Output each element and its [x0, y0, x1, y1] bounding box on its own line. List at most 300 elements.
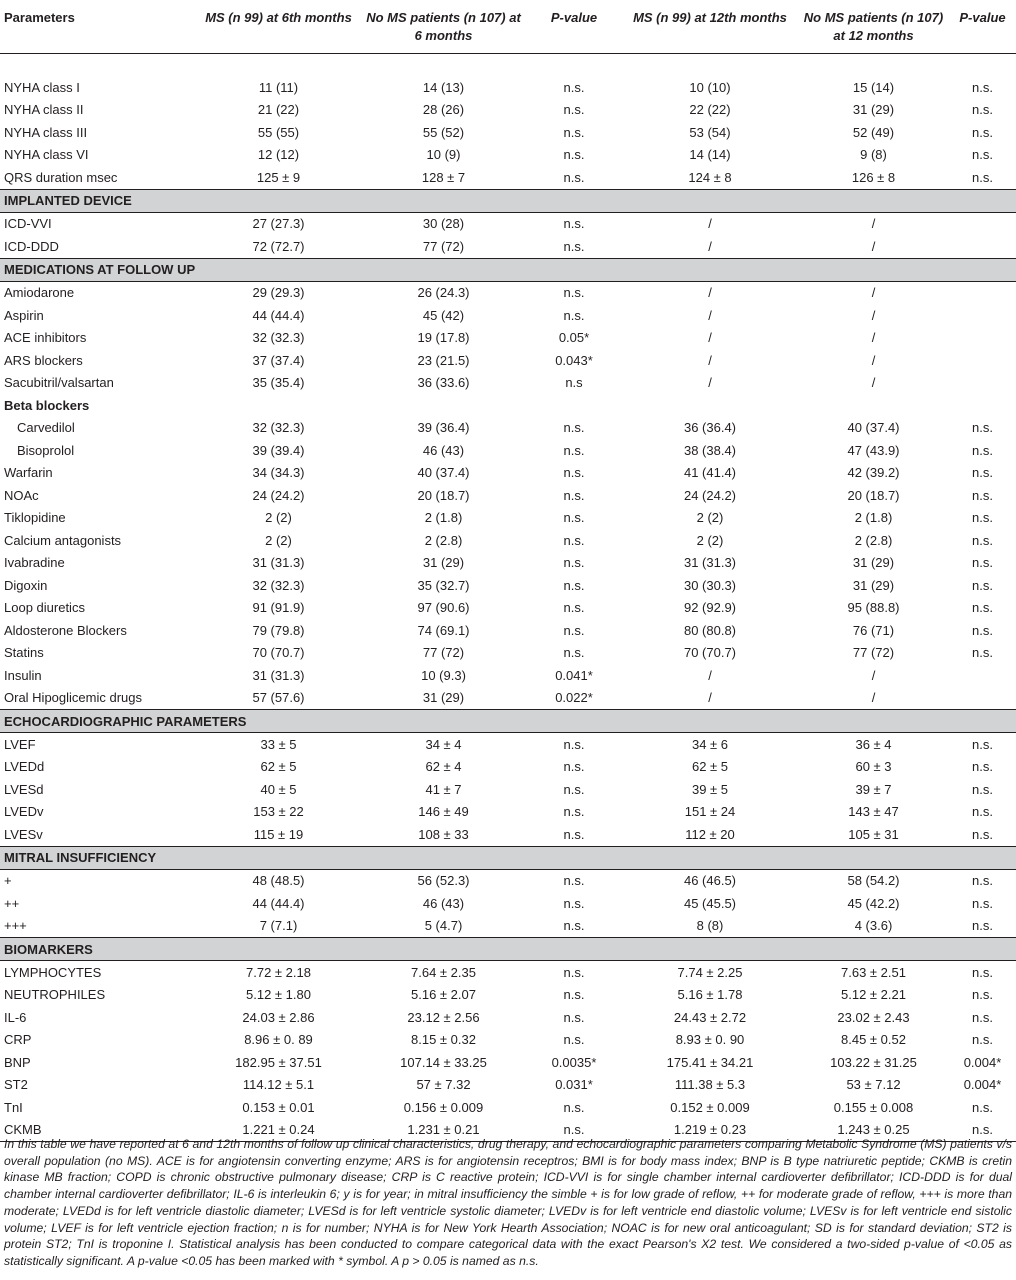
table-row [0, 439, 1016, 462]
table-row [0, 166, 1016, 189]
table-cell: 108 ± 33 [418, 826, 469, 842]
table-cell: 1.219 ± 0.23 [622, 1119, 798, 1142]
table-cell: / [708, 238, 712, 254]
row-label: Loop diuretics [4, 600, 85, 616]
row-label: Ivabradine [4, 555, 65, 571]
table-row [0, 372, 1016, 395]
table-cell: / [708, 307, 712, 323]
row-label: Insulin [4, 667, 42, 683]
table-cell: 39 (36.4) [417, 420, 470, 436]
table-cell: 31 (29) [852, 102, 895, 118]
table-row [0, 1096, 1016, 1119]
table-cell: 146 ± 49 [418, 804, 469, 820]
row-label: NYHA class I [4, 79, 80, 95]
table-row [0, 915, 1016, 938]
row-label: NEUTROPHILES [4, 987, 106, 1003]
table-cell: 5.16 ± 2.07 [411, 987, 476, 1003]
table-cell: 32 (32.3) [252, 577, 305, 593]
table-cell: 7.72 ± 2.18 [246, 964, 311, 980]
table-cell [949, 664, 1016, 687]
table-cell: 2 (1.8) [424, 510, 463, 526]
table-cell: n.s. [563, 532, 585, 548]
column-header: MS (n 99) at 12th months [622, 2, 798, 54]
table-cell: / [871, 667, 876, 683]
table-cell: 0.004* [963, 1077, 1002, 1093]
table-cell: 39 ± 7 [855, 781, 892, 797]
table-cell: 45 (42.2) [847, 895, 900, 911]
section-title: MITRAL INSUFFICIENCY [0, 846, 1016, 869]
table-cell: n.s. [972, 442, 993, 458]
table-cell: n.s. [972, 826, 993, 842]
table-cell: 34 (34.3) [252, 465, 305, 481]
table-cell: 126 ± 8 [851, 169, 896, 185]
table-cell: 2 (2) [696, 510, 724, 526]
table-cell: n.s. [972, 964, 993, 980]
table-cell: n.s. [563, 1032, 585, 1048]
table-row [0, 1006, 1016, 1029]
table-cell: 62 ± 5 [691, 759, 729, 775]
table-row [0, 778, 1016, 801]
table-cell: n.s. [972, 759, 993, 775]
table-cell: 8.45 ± 0.52 [841, 1032, 906, 1048]
table-row [0, 619, 1016, 642]
table-row [0, 281, 1016, 304]
table-cell: 24.03 ± 2.86 [242, 1009, 315, 1025]
table-cell: n.s. [972, 169, 993, 185]
table-cell: 56 (52.3) [417, 873, 470, 889]
table-cell: n.s. [563, 147, 585, 163]
table-row [0, 484, 1016, 507]
table-header [0, 2, 1016, 54]
table-cell: 5.12 ± 2.21 [841, 987, 906, 1003]
table-cell: / [708, 330, 712, 346]
table-cell: 31 (31.3) [683, 555, 737, 571]
column-header: No MS patients (n 107) at 6 months [361, 2, 526, 54]
table-cell: 14 (14) [689, 147, 731, 163]
table-cell: 40 (37.4) [847, 420, 900, 436]
table-row [0, 144, 1016, 167]
table-cell: 2 (2) [265, 532, 292, 548]
table-cell: / [708, 667, 712, 683]
table-row [0, 529, 1016, 552]
table-row [0, 869, 1016, 892]
table-row [0, 597, 1016, 620]
table-cell: 48 (48.5) [252, 873, 305, 889]
table-cell: 79 (79.8) [252, 622, 305, 638]
row-label: CRP [4, 1032, 32, 1048]
table-cell: 112 ± 20 [685, 826, 735, 842]
table-body [0, 54, 1016, 1142]
table-cell: n.s. [972, 510, 993, 526]
table-cell: 8 (8) [696, 918, 724, 934]
table-cell: / [708, 690, 712, 706]
table-row [0, 462, 1016, 485]
row-label: LVESv [4, 826, 43, 842]
table-cell: 37 (37.4) [252, 352, 305, 368]
row-label: ST2 [4, 1077, 28, 1093]
table-cell: n.s. [949, 1119, 1016, 1142]
subgroup-label: Beta blockers [4, 397, 90, 413]
section-header-row [0, 846, 1016, 869]
table-cell: n.s. [972, 79, 993, 95]
table-row [0, 687, 1016, 710]
row-label: IL-6 [4, 1009, 27, 1025]
table-cell: 125 ± 9 [256, 169, 301, 185]
table-cell: n.s. [972, 873, 993, 889]
subgroup-row [0, 394, 1016, 417]
table-cell: 107.14 ± 33.25 [400, 1054, 487, 1070]
table-cell: 0.0035* [551, 1054, 597, 1070]
table-cell: 12 (12) [257, 147, 300, 163]
table-cell: n.s. [972, 781, 993, 797]
table-cell [949, 687, 1016, 710]
table-cell: n.s. [972, 465, 993, 481]
table-cell: n.s. [563, 645, 585, 661]
table-cell: 9 (8) [860, 147, 887, 163]
table-cell: 36 ± 4 [855, 736, 892, 752]
table-cell: 30 (30.3) [683, 577, 737, 593]
table-cell: 111.38 ± 5.3 [674, 1077, 746, 1093]
table-cell: n.s. [972, 895, 993, 911]
table-cell: 47 (43.9) [847, 442, 900, 458]
table-cell: / [708, 375, 712, 391]
row-label: ICD-VVI [4, 216, 52, 232]
table-cell: 46 (43) [422, 442, 465, 458]
table-row [0, 552, 1016, 575]
table-cell: 36 (33.6) [417, 375, 470, 391]
table-cell: 74 (69.1) [417, 622, 470, 638]
table-cell: n.s. [563, 238, 585, 254]
table-cell: n.s. [972, 555, 993, 571]
column-header: P-value [949, 2, 1016, 54]
table-cell: 40 (37.4) [417, 465, 470, 481]
table-row [0, 801, 1016, 824]
table-cell: 95 (88.8) [847, 600, 900, 616]
row-label: Digoxin [4, 577, 48, 593]
table-cell: 0.043* [555, 352, 593, 368]
results-table [0, 2, 1016, 1142]
table-cell: 0.155 ± 0.008 [833, 1099, 914, 1115]
table-cell: n.s. [563, 285, 585, 301]
table-cell: 8.15 ± 0.32 [411, 1032, 476, 1048]
table-cell: 23 (21.5) [417, 352, 470, 368]
table-cell: 23.12 ± 2.56 [407, 1009, 480, 1025]
table-cell: 2 (2) [696, 532, 724, 548]
table-cell: 1.243 ± 0.25 [798, 1119, 949, 1142]
table-cell: 91 (91.9) [252, 600, 305, 616]
table-cell: n.s. [972, 645, 993, 661]
table-row [0, 1029, 1016, 1052]
column-header: No MS patients (n 107) at 12 months [798, 2, 949, 54]
table-cell: 53 (54) [689, 124, 731, 140]
table-cell: 7.63 ± 2.51 [841, 964, 906, 980]
table-cell: n.s. [563, 736, 585, 752]
table-cell: 10 (10) [689, 79, 731, 95]
table-cell: 31 (29) [852, 577, 895, 593]
row-label: + [4, 873, 12, 889]
table-cell: n.s. [563, 307, 585, 323]
table-cell [949, 235, 1016, 258]
table-row [0, 417, 1016, 440]
row-label: Calcium antagonists [4, 532, 122, 548]
table-cell: 7 (7.1) [259, 918, 298, 934]
table-cell: 77 (72) [852, 645, 895, 661]
table-cell: 21 (22) [257, 102, 300, 118]
table-cell: 44 (44.4) [252, 895, 305, 911]
table-cell: n.s. [563, 102, 585, 118]
table-cell: 80 (80.8) [683, 622, 737, 638]
table-cell: 0.041* [555, 667, 593, 683]
section-title: IMPLANTED DEVICE [0, 189, 1016, 212]
table-cell: 175.41 ± 34.21 [666, 1054, 754, 1070]
table-cell: 39 (39.4) [252, 442, 305, 458]
row-label: LYMPHOCYTES [4, 964, 102, 980]
table-cell: n.s. [563, 465, 585, 481]
table-cell: 4 (3.6) [854, 918, 893, 934]
table-cell: 46 (46.5) [683, 873, 737, 889]
table-row [0, 664, 1016, 687]
table-cell: / [871, 330, 876, 346]
table-cell: n.s. [563, 442, 585, 458]
table-cell: n.s. [972, 532, 993, 548]
row-label: Statins [4, 645, 44, 661]
table-cell: n.s. [563, 895, 585, 911]
table-cell: 24 (24.2) [683, 487, 737, 503]
table-cell: 35 (32.7) [417, 577, 470, 593]
row-label: Aldosterone Blockers [4, 622, 127, 638]
table-cell: n.s. [563, 622, 585, 638]
table-cell: n.s. [972, 487, 993, 503]
table-cell: 10 (9) [426, 147, 461, 163]
table-cell: 41 ± 7 [425, 781, 462, 797]
table-cell: n.s. [526, 1119, 622, 1142]
row-label: ARS blockers [4, 352, 83, 368]
table-cell: n.s. [563, 918, 585, 934]
section-header-row [0, 710, 1016, 733]
table-row [0, 642, 1016, 665]
row-label: LVESd [4, 781, 44, 797]
table-cell: 0.022* [555, 690, 593, 706]
table-cell: 143 ± 47 [848, 804, 899, 820]
row-label: NYHA class III [4, 124, 88, 140]
table-row [0, 349, 1016, 372]
table-cell: 41 (41.4) [683, 465, 737, 481]
table-cell: 46 (43) [422, 895, 465, 911]
table-cell: 27 (27.3) [252, 216, 305, 232]
table-cell: n.s. [563, 964, 585, 980]
table-cell: n.s. [972, 1009, 993, 1025]
table-cell: 128 ± 7 [421, 169, 466, 185]
row-label: Aspirin [4, 307, 44, 323]
table-cell: 45 (45.5) [683, 895, 737, 911]
row-label: Oral Hipoglicemic drugs [4, 690, 142, 706]
table-cell: / [871, 238, 876, 254]
table-cell: 31 (29) [422, 555, 465, 571]
row-label: ICD-DDD [4, 238, 59, 254]
section-title: MEDICATIONS AT FOLLOW UP [0, 258, 1016, 281]
row-label: QRS duration msec [4, 169, 118, 185]
table-cell: 10 (9.3) [421, 667, 466, 683]
table-cell: 34 ± 6 [691, 736, 729, 752]
table-cell: n.s. [563, 420, 585, 436]
table-cell: 5.12 ± 1.80 [246, 987, 311, 1003]
table-cell: 38 (38.4) [683, 442, 737, 458]
table-cell: n.s. [563, 216, 585, 232]
table-cell: 62 ± 4 [425, 759, 462, 775]
row-label: LVEDv [4, 804, 44, 820]
table-cell: n.s. [563, 1099, 585, 1115]
table-cell: 26 (24.3) [417, 285, 470, 301]
table-cell: n.s. [972, 600, 993, 616]
table-cell: 1.231 ± 0.21 [361, 1119, 526, 1142]
row-label: Warfarin [4, 465, 53, 481]
row-label: NOAc [4, 487, 39, 503]
table-cell: / [871, 307, 876, 323]
row-label: ACE inhibitors [4, 330, 87, 346]
table-cell: 42 (39.2) [847, 465, 900, 481]
table-cell: 2 (2.8) [424, 532, 463, 548]
row-label: TnI [4, 1099, 23, 1115]
table-cell: 58 (54.2) [847, 873, 900, 889]
table-cell: 30 (28) [422, 216, 465, 232]
column-header: P-value [526, 2, 622, 54]
table-cell: n.s. [972, 987, 993, 1003]
row-label: NYHA class II [4, 102, 84, 118]
table-row [0, 756, 1016, 779]
table-cell: n.s. [563, 826, 585, 842]
table-cell: n.s. [563, 600, 585, 616]
table-cell: 57 (57.6) [252, 690, 305, 706]
table-cell: n.s. [972, 918, 993, 934]
table-cell: 5.16 ± 1.78 [677, 987, 743, 1003]
table-row [0, 121, 1016, 144]
table-cell: 2 (1.8) [854, 510, 893, 526]
table-cell: 0.031* [555, 1077, 593, 1093]
table-cell: n.s. [972, 102, 993, 118]
table-cell: 2 (2.8) [854, 532, 893, 548]
table-row [0, 892, 1016, 915]
table-cell [949, 327, 1016, 350]
table-cell: 2 (2) [265, 510, 292, 526]
table-cell: n.s. [972, 736, 993, 752]
table-cell: 0.156 ± 0.009 [403, 1099, 484, 1115]
table-cell: 115 ± 19 [253, 826, 304, 842]
table-cell: / [871, 285, 876, 301]
table-cell: n.s. [563, 873, 585, 889]
table-cell: 24 (24.2) [252, 487, 305, 503]
table-cell: / [871, 690, 876, 706]
table-cell: 0.153 ± 0.01 [242, 1099, 315, 1115]
table-cell: 53 ± 7.12 [846, 1077, 901, 1093]
table-cell: n.s. [972, 577, 993, 593]
row-label: Sacubitril/valsartan [4, 375, 114, 391]
table-row [0, 235, 1016, 258]
table-cell: / [708, 352, 712, 368]
table-cell: 76 (71) [852, 622, 895, 638]
table-cell: 31 (31.3) [252, 555, 305, 571]
table-cell: n.s. [972, 420, 993, 436]
table-row [0, 823, 1016, 846]
table-cell: 31 (29) [422, 690, 465, 706]
table-cell: n.s. [563, 487, 585, 503]
table-cell: n.s. [563, 79, 585, 95]
table-cell: 0.004* [963, 1054, 1002, 1070]
table-cell: 35 (35.4) [252, 375, 305, 391]
table-cell: n.s. [972, 1032, 993, 1048]
table-cell: 7.64 ± 2.35 [411, 964, 476, 980]
table-cell: 55 (55) [257, 124, 300, 140]
table-cell: / [708, 285, 712, 301]
table-cell: 70 (70.7) [252, 645, 305, 661]
table-cell: 105 ± 31 [848, 826, 899, 842]
table-cell: n.s. [563, 555, 585, 571]
table-cell: n.s. [972, 124, 993, 140]
table-row [0, 327, 1016, 350]
table-cell: 97 (90.6) [417, 600, 470, 616]
table-cell: n.s. [972, 147, 993, 163]
table-cell: n.s. [563, 1009, 585, 1025]
table-cell: 60 ± 3 [855, 759, 892, 775]
table-cell: n.s. [563, 510, 585, 526]
section-header-row [0, 189, 1016, 212]
table-cell: 36 (36.4) [683, 420, 737, 436]
table-cell: 62 ± 5 [260, 759, 297, 775]
table-row [0, 574, 1016, 597]
table-row [0, 733, 1016, 756]
row-label: Carvedilol [17, 420, 75, 436]
table-cell: 103.22 ± 31.25 [830, 1054, 917, 1070]
table-cell: 14 (13) [422, 79, 465, 95]
table-cell: 20 (18.7) [847, 487, 900, 503]
table-footnote: In this table we have reported at 6 and 12th months of follow up clinical characteristics, drug therapy, and echocardiographic parameters comparing Metabolic Syndrome (MS) patients v/s overall population (no MS). ACE is for angiotensin converting enzyme; ARS is for angiotensin receptros; BMI is for body mass index; BNP is B type natriuretic peptide; CKMB is cretin kinase MB fraction; COPD is chronic obstructive pulmonary disease; CRP is C reactive protein; ICD-VVI is for single chamber internal cardioverter defibrillator; ICD-DDD is for dual chamber internal cardioverter defibrillator; IL-6 is interleukin 6; y is for year; in mitral insufficiency the simble + is for low grade of reflow, ++ for moderate grade of reflow, +++ is more than moderate; LVEDd is for left ventricle diastolic diameter; LVESd is for left ventricle systolic diameter; LVEDv is for left ventricle end diastolic volume; LVESv is for left ventricle end sistolic volume; LVEF is for left ventricle ejection fraction; n is for number; NYHA is for New York Hearth Association; NOAC is for new oral anticoagulant; SD is for standard deviation; ST2 is protein ST2; TnI is troponine I. Statistical analysis has been conducted to compare categorical data with the exact Pearson's X2 test. We considered a two-sided p-value of <0.05 as statistically significant. A p-value <0.05 has been marked with * symbol. A p > 0.05 is named as n.s. [4, 1137, 1012, 1268]
table-cell: 1.221 ± 0.24 [196, 1119, 361, 1142]
table-cell [949, 349, 1016, 372]
table-cell: / [871, 375, 876, 391]
table-cell: 19 (17.8) [417, 330, 470, 346]
table-cell [949, 281, 1016, 304]
table-cell: / [871, 216, 876, 232]
table-row [0, 961, 1016, 984]
table-cell: n.s. [563, 169, 585, 185]
table-cell [949, 304, 1016, 327]
table-cell: 5 (4.7) [424, 918, 463, 934]
table-cell: 8.93 ± 0. 90 [675, 1032, 745, 1048]
table-cell: 8.96 ± 0. 89 [244, 1032, 313, 1048]
table-row [0, 1074, 1016, 1097]
column-header: Parameters [0, 2, 196, 54]
table-cell: 7.74 ± 2.25 [677, 964, 743, 980]
table-cell: 70 (70.7) [683, 645, 737, 661]
spacer-row [0, 54, 1016, 77]
table-cell: 15 (14) [852, 79, 895, 95]
table-cell: / [871, 352, 876, 368]
table-cell: 40 ± 5 [260, 781, 297, 797]
table-cell: 44 (44.4) [252, 307, 305, 323]
row-label: +++ [4, 918, 27, 934]
table-cell: 39 ± 5 [691, 781, 729, 797]
table-cell: 45 (42) [422, 307, 465, 323]
table-cell: 114.12 ± 5.1 [242, 1077, 315, 1093]
table-row [0, 76, 1016, 99]
section-header-row [0, 258, 1016, 281]
row-label: Amiodarone [4, 285, 75, 301]
table-cell: 11 (11) [258, 79, 299, 95]
table-cell: 32 (32.3) [252, 330, 305, 346]
table-cell: n.s. [563, 781, 585, 797]
row-label: NYHA class VI [4, 147, 89, 163]
table-cell: 0.05* [558, 330, 590, 346]
table-cell: 77 (72) [422, 645, 465, 661]
